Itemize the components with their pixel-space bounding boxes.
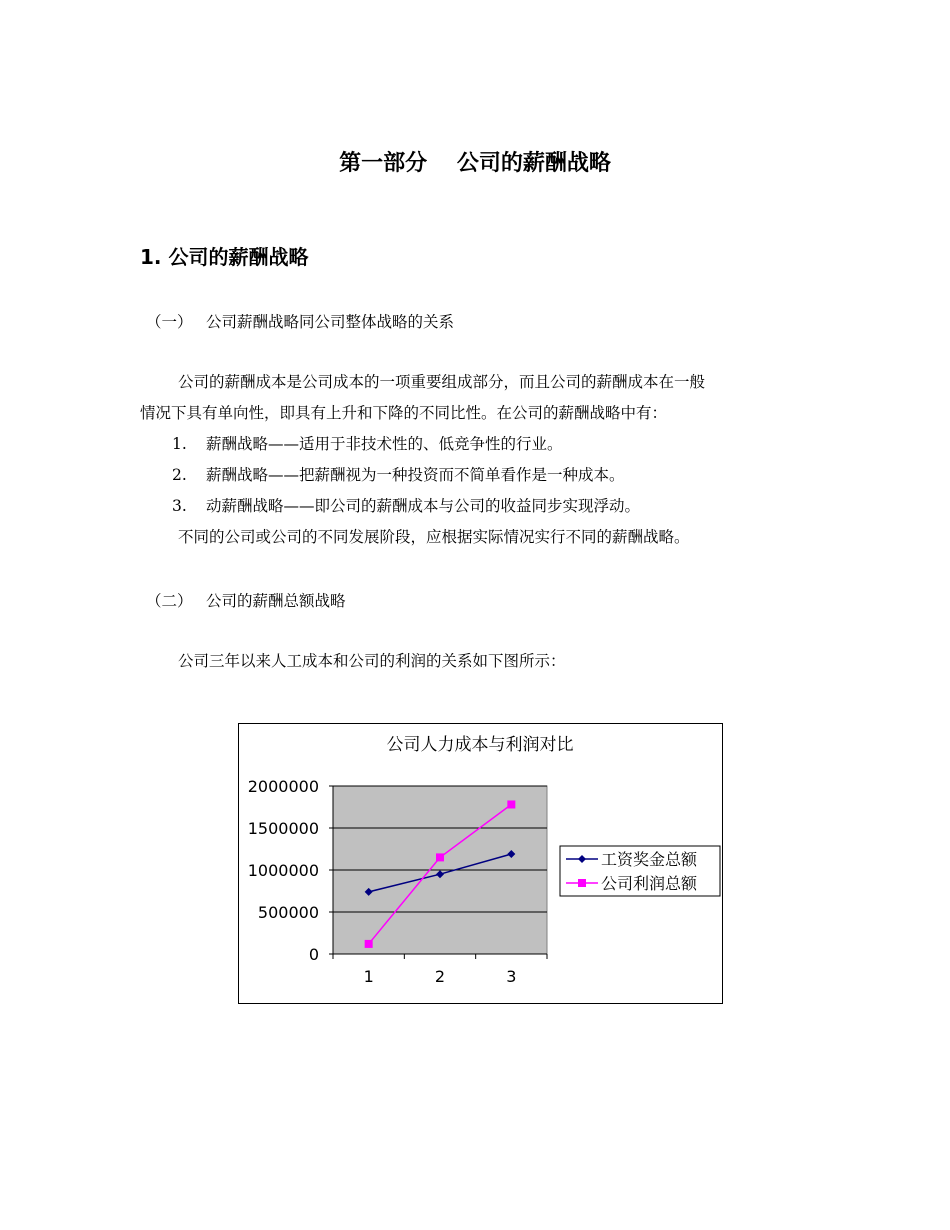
paragraph-line: 公司三年以来人工成本和公司的利润的关系如下图所示： (178, 652, 566, 670)
chart-title: 公司人力成本与利润对比 (386, 735, 574, 755)
y-tick-label: 0 (308, 945, 319, 964)
subsection-heading-2: 公司的薪酬总额战略 (206, 592, 346, 610)
legend-label: 公司利润总额 (601, 874, 698, 893)
subsection-heading-1: 公司薪酬战略同公司整体战略的关系 (206, 313, 455, 331)
list-item-text: 薪酬战略——把薪酬视为一种投资而不简单看作是一种成本。 (206, 466, 625, 484)
paragraph-line: 公司的薪酬成本是公司成本的一项重要组成部分，而且公司的薪酬成本在一般 (178, 373, 706, 391)
list-item-text: 薪酬战略——适用于非技术性的、低竞争性的行业。 (206, 435, 563, 453)
list-item-number: 1. (172, 435, 187, 453)
legend-marker (578, 879, 586, 887)
list-item-number: 2. (172, 466, 187, 484)
x-tick-label: 2 (434, 967, 446, 986)
y-tick-label: 1000000 (247, 861, 319, 880)
data-point (365, 940, 373, 948)
y-tick-label: 500000 (257, 903, 319, 922)
chart-container (238, 723, 723, 1004)
x-tick-label: 1 (363, 967, 374, 986)
line-chart (239, 724, 722, 1003)
data-point (436, 853, 444, 861)
y-tick-label: 1500000 (247, 819, 319, 838)
paragraph-line: 情况下具有单向性，即具有上升和下降的不同比性。在公司的薪酬战略中有： (140, 404, 668, 422)
x-tick-label: 3 (506, 967, 517, 986)
subsection-number-1: （一） (146, 313, 193, 331)
subsection-number-2: （二） (146, 592, 193, 610)
paragraph-line: 不同的公司或公司的不同发展阶段，应根据实际情况实行不同的薪酬战略。 (178, 528, 690, 546)
legend-label: 工资奖金总额 (601, 850, 698, 869)
section-heading: 1. 公司的薪酬战略 (140, 245, 309, 269)
y-tick-label: 2000000 (247, 777, 319, 796)
page-title: 第一部分 公司的薪酬战略 (339, 151, 611, 176)
list-item-number: 3. (172, 497, 187, 515)
data-point (507, 800, 515, 808)
list-item-text: 动薪酬战略——即公司的薪酬成本与公司的收益同步实现浮动。 (206, 497, 641, 515)
